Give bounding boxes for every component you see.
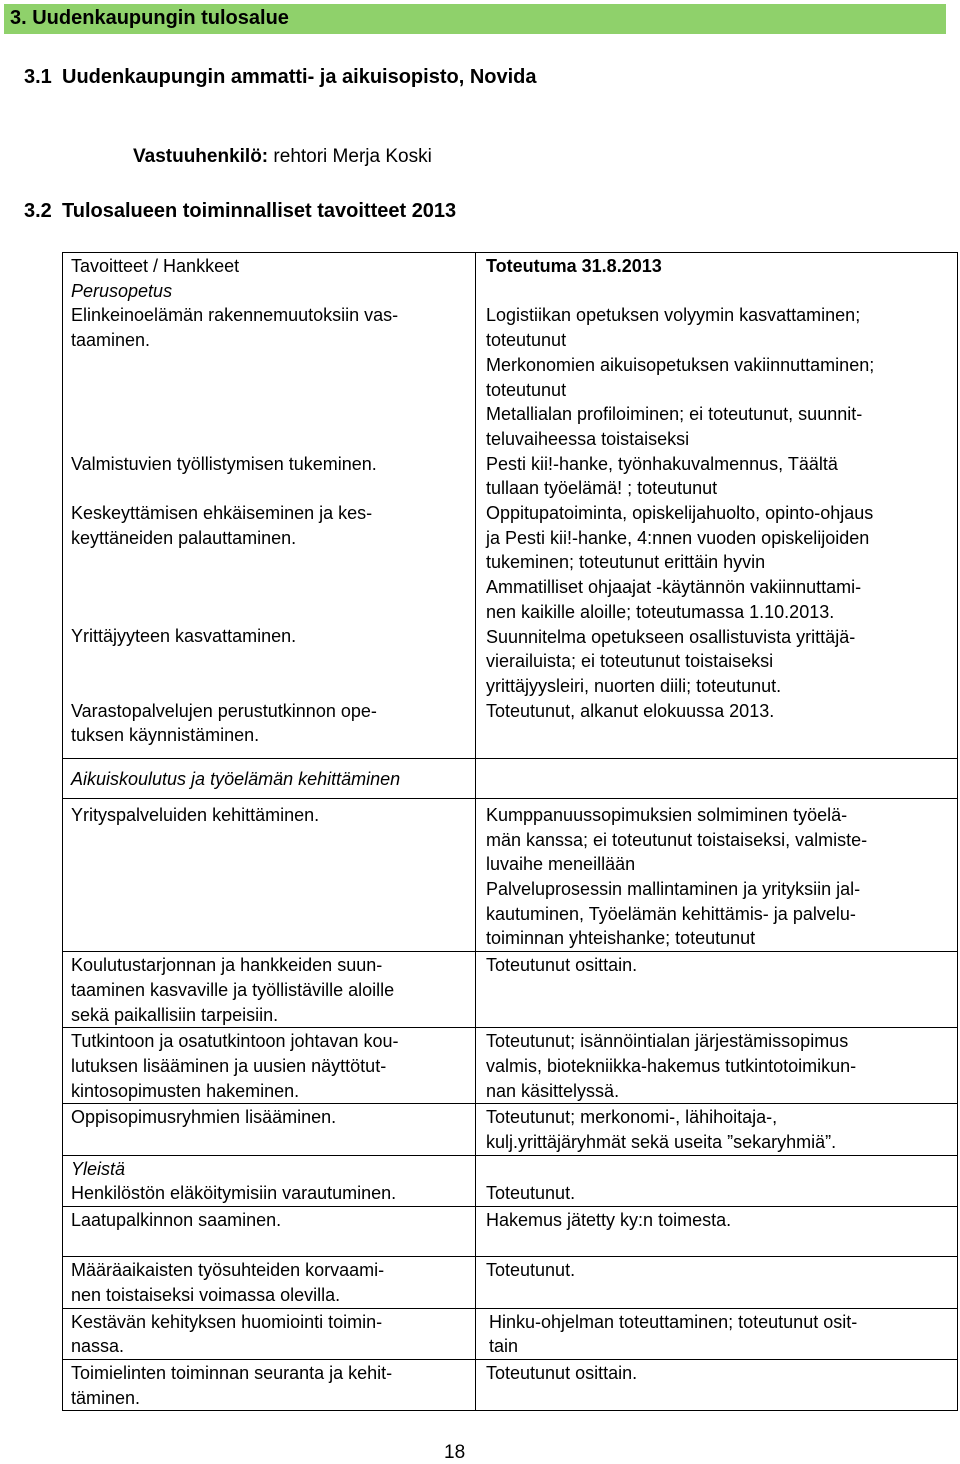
goal-line: tuksen käynnistäminen. bbox=[71, 725, 260, 746]
goal-cell bbox=[63, 1155, 476, 1206]
result-line: Ammatilliset ohjaajat -käytännön vakiinnuttami- bbox=[486, 577, 862, 598]
result-cell bbox=[476, 1028, 958, 1104]
result-line: Merkonomien aikuisopetuksen vakiinnuttaminen; bbox=[486, 354, 875, 375]
result-cell bbox=[476, 1104, 958, 1155]
subheading-title: Tulosalueen toiminnalliset tavoitteet 2013 bbox=[62, 200, 457, 222]
table-row bbox=[63, 1257, 958, 1308]
subheading-number: 3.1 bbox=[24, 66, 52, 88]
result-line: Toteutunut; isännöintialan järjestämissopimus bbox=[486, 1031, 849, 1052]
result-line: Hakemus jätetty ky:n toimesta. bbox=[486, 1210, 732, 1231]
result-line: teluvaiheessa toistaiseksi bbox=[486, 428, 690, 449]
result-line: toteutunut bbox=[486, 379, 567, 400]
goal-cell bbox=[63, 253, 476, 759]
goal-line: Keskeyttämisen ehkäiseminen ja kes- bbox=[71, 502, 373, 523]
result-cell bbox=[476, 952, 958, 1028]
result-line: Hinku-ohjelman toteuttaminen; toteutunut osit- bbox=[489, 1311, 858, 1332]
goal-line: Oppisopimusryhmien lisääminen. bbox=[71, 1107, 337, 1128]
section-heading: 3. Uudenkaupungin tulosalue bbox=[10, 7, 289, 29]
goal-line: keyttäneiden palauttaminen. bbox=[71, 527, 297, 548]
result-line: Metallialan profiloiminen; ei toteutunut, suunnit- bbox=[486, 404, 863, 425]
result-line: toiminnan yhteishanke; toteutunut bbox=[486, 928, 756, 949]
subheading-title: Uudenkaupungin ammatti- ja aikuisopisto, Novida bbox=[62, 66, 537, 88]
goal-line: Laatupalkinnon saaminen. bbox=[71, 1210, 282, 1231]
goal-line: taaminen. bbox=[71, 330, 151, 351]
result-cell bbox=[476, 253, 958, 759]
result-line: Suunnitelma opetukseen osallistuvista yrittäjä- bbox=[486, 626, 856, 647]
subheading-novida bbox=[24, 66, 537, 89]
goal-cell bbox=[63, 798, 476, 951]
result-line: yrittäjyysleiri, nuorten diili; toteutunut. bbox=[486, 675, 782, 696]
page-number: 18 bbox=[444, 1442, 466, 1463]
result-line: Kumppanuussopimuksien solmiminen työelä- bbox=[486, 804, 848, 825]
goal-cell bbox=[63, 1104, 476, 1155]
goal-line: nen toistaiseksi voimassa olevilla. bbox=[71, 1284, 341, 1305]
result-cell bbox=[476, 1257, 958, 1308]
goal-line: Varastopalvelujen perustutkinnon ope- bbox=[71, 700, 377, 721]
result-line: Toteutunut, alkanut elokuussa 2013. bbox=[486, 700, 775, 721]
goal-line: taaminen kasvaville ja työllistäville aloille bbox=[71, 979, 395, 1000]
goal-cell bbox=[63, 1359, 476, 1410]
result-line: nen kaikille aloille; toteutumassa 1.10.2013. bbox=[486, 601, 835, 622]
subheading-goals bbox=[24, 200, 456, 223]
result-line: tukeminen; toteutunut erittäin hyvin bbox=[486, 552, 766, 573]
goals-table bbox=[62, 252, 958, 1411]
goal-cell bbox=[63, 758, 476, 798]
goal-line: Määräaikaisten työsuhteiden korvaami- bbox=[71, 1260, 385, 1281]
table-row bbox=[63, 1308, 958, 1359]
contact-label: Vastuuhenkilö: bbox=[133, 146, 269, 167]
goal-line: Valmistuvien työllistymisen tukeminen. bbox=[71, 453, 377, 474]
result-line: Pesti kii!-hanke, työnhakuvalmennus, Täältä bbox=[486, 453, 838, 474]
result-line: män kanssa; ei toteutunut toistaiseksi, valmiste- bbox=[486, 829, 868, 850]
table-row bbox=[63, 1104, 958, 1155]
goal-line: Kestävän kehityksen huomiointi toimin- bbox=[71, 1311, 383, 1332]
result-cell bbox=[476, 1207, 958, 1257]
goal-line: Toimielinten toiminnan seuranta ja kehit- bbox=[71, 1362, 393, 1383]
result-line: ja Pesti kii!-hanke, 4:nnen vuoden opiskelijoiden bbox=[486, 527, 870, 548]
result-cell bbox=[476, 1359, 958, 1410]
result-line: Toteutunut. bbox=[486, 1260, 576, 1281]
result-cell bbox=[476, 1308, 958, 1359]
result-line: valmis, biotekniikka-hakemus tutkintotoimikun- bbox=[486, 1055, 857, 1076]
goal-line: Yrittäjyyteen kasvattaminen. bbox=[71, 626, 297, 647]
table-row bbox=[63, 798, 958, 951]
section-label-aikuiskoulutus: Aikuiskoulutus ja työelämän kehittäminen bbox=[71, 768, 401, 789]
result-line: Toteutunut; merkonomi-, lähihoitaja-, bbox=[486, 1107, 778, 1128]
result-cell bbox=[476, 758, 958, 798]
goal-cell bbox=[63, 1308, 476, 1359]
table-row bbox=[63, 952, 958, 1028]
table-row bbox=[63, 1028, 958, 1104]
table-row bbox=[63, 1155, 958, 1206]
contact-value: rehtori Merja Koski bbox=[273, 146, 432, 167]
goal-line: kintosopimusten hakeminen. bbox=[71, 1080, 300, 1101]
subheading-number: 3.2 bbox=[24, 200, 52, 222]
goal-line: Yrityspalveluiden kehittäminen. bbox=[71, 804, 320, 825]
section-label-perusopetus: Perusopetus bbox=[71, 280, 173, 301]
col2-header: Toteutuma 31.8.2013 bbox=[486, 256, 662, 276]
result-cell bbox=[476, 798, 958, 951]
contact-person bbox=[133, 146, 432, 168]
section-label-yleista: Yleistä bbox=[71, 1158, 126, 1179]
result-line: Toteutunut osittain. bbox=[486, 1362, 638, 1383]
result-line: kautuminen, Työelämän kehittämis- ja palvelu- bbox=[486, 903, 856, 924]
goal-line: sekä paikallisiin tarpeisiin. bbox=[71, 1004, 279, 1025]
table-row bbox=[63, 1359, 958, 1410]
goal-cell bbox=[63, 952, 476, 1028]
goal-line: lutuksen lisääminen ja uusien näyttötut- bbox=[71, 1055, 387, 1076]
result-line: Logistiikan opetuksen volyymin kasvattaminen; bbox=[486, 305, 861, 326]
goal-line: Henkilöstön eläköitymisiin varautuminen. bbox=[71, 1183, 397, 1204]
goal-cell bbox=[63, 1207, 476, 1257]
goal-line: Koulutustarjonnan ja hankkeiden suun- bbox=[71, 955, 383, 976]
goal-cell bbox=[63, 1028, 476, 1104]
table-row bbox=[63, 1207, 958, 1257]
table-row bbox=[63, 758, 958, 798]
result-line: vierailuista; ei toteutunut toistaiseksi bbox=[486, 651, 774, 672]
result-line: nan käsittelyssä. bbox=[486, 1080, 620, 1101]
result-line: tullaan työelämä! ; toteutunut bbox=[486, 478, 718, 499]
goal-cell bbox=[63, 1257, 476, 1308]
table-row bbox=[63, 253, 958, 759]
result-line: toteutunut bbox=[486, 330, 567, 351]
result-line: Toteutunut. bbox=[486, 1183, 576, 1204]
result-line: Oppitupatoiminta, opiskelijahuolto, opinto-ohjaus bbox=[486, 503, 874, 524]
section-banner bbox=[4, 4, 946, 34]
result-cell bbox=[476, 1155, 958, 1206]
goal-line: nassa. bbox=[71, 1336, 125, 1357]
result-line: kulj.yrittäjäryhmät sekä useita ”sekaryhmiä”. bbox=[486, 1132, 837, 1153]
result-line: tain bbox=[489, 1336, 519, 1357]
result-line: Toteutunut osittain. bbox=[486, 955, 638, 976]
col1-header: Tavoitteet / Hankkeet bbox=[71, 256, 240, 276]
goal-line: Elinkeinoelämän rakennemuutoksiin vas- bbox=[71, 305, 399, 326]
goal-line: täminen. bbox=[71, 1387, 141, 1408]
result-line: Palveluprosessin mallintaminen ja yrityksiin jal- bbox=[486, 879, 861, 900]
goal-line: Tutkintoon ja osatutkintoon johtavan kou- bbox=[71, 1031, 399, 1052]
result-line: luvaihe meneillään bbox=[486, 854, 636, 875]
